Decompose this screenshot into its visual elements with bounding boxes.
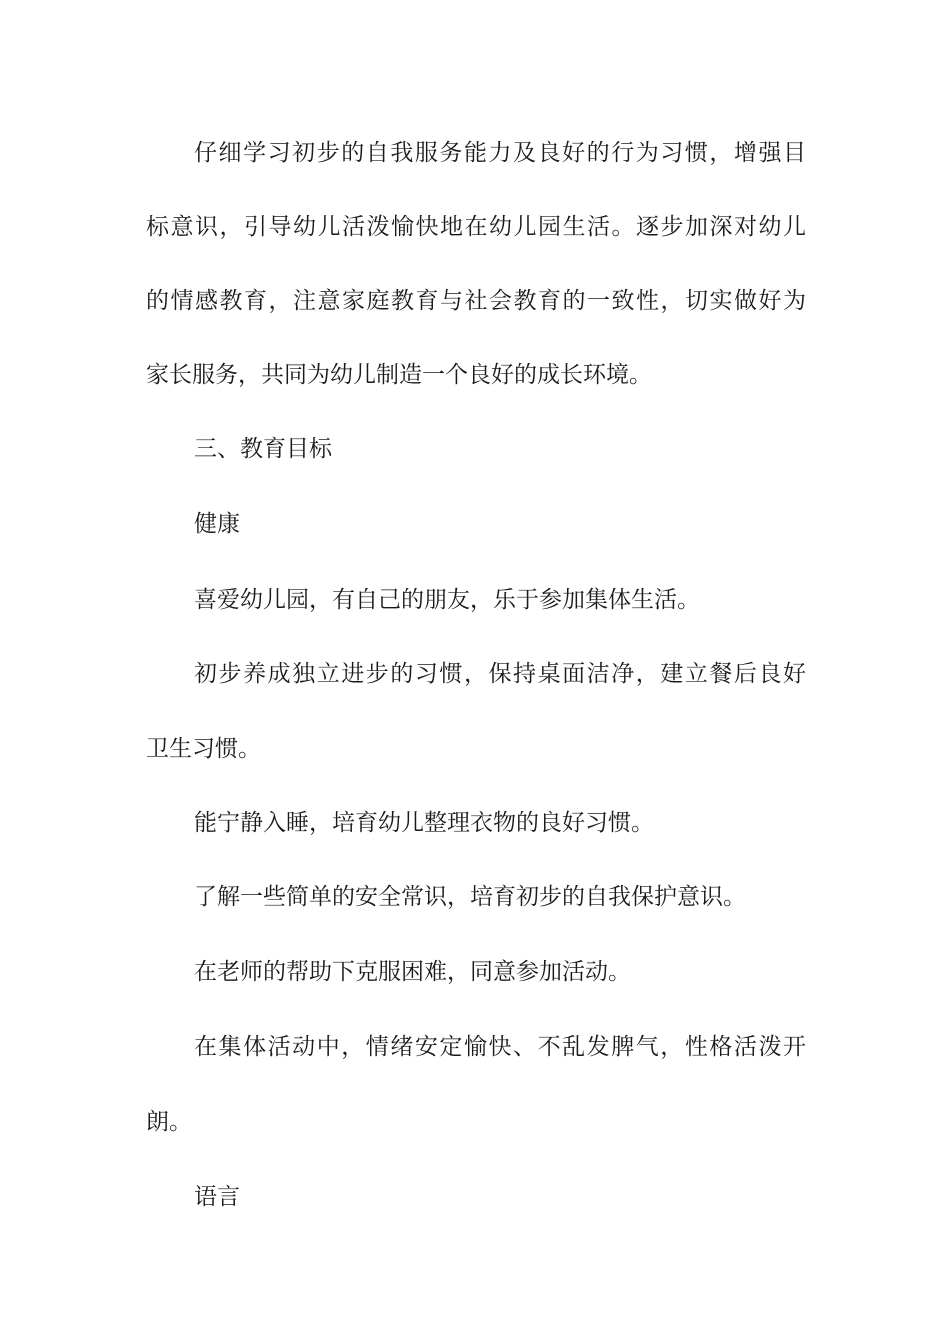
paragraph-line: 在老师的帮助下克服困难，同意参加活动。 (194, 959, 631, 985)
paragraph-line: 初步养成独立进步的习惯，保持桌面洁净，建立餐后良好 (194, 661, 806, 687)
subsection-heading: 健康 (194, 511, 240, 537)
paragraph-line: 卫生习惯。 (146, 736, 261, 762)
paragraph-line: 了解一些简单的安全常识，培育初步的自我保护意识。 (194, 884, 746, 910)
paragraph-line: 在集体活动中，情绪安定愉快、不乱发脾气，性格活泼开 (194, 1034, 806, 1060)
paragraph-line: 家长服务，共同为幼儿制造一个良好的成长环境。 (146, 362, 652, 388)
subsection-heading: 语言 (194, 1184, 240, 1210)
section-heading: 三、教育目标 (194, 436, 332, 462)
paragraph-line: 能宁静入睡，培育幼儿整理衣物的良好习惯。 (194, 810, 654, 836)
paragraph-line: 标意识，引导幼儿活泼愉快地在幼儿园生活。逐步加深对幼儿 (146, 214, 806, 240)
paragraph-line: 喜爱幼儿园，有自己的朋友，乐于参加集体生活。 (194, 587, 700, 613)
paragraph-line: 的情感教育，注意家庭教育与社会教育的一致性，切实做好为 (146, 288, 806, 314)
paragraph-line: 朗。 (146, 1109, 192, 1135)
paragraph-line: 仔细学习初步的自我服务能力及良好的行为习惯，增强目 (194, 140, 806, 166)
